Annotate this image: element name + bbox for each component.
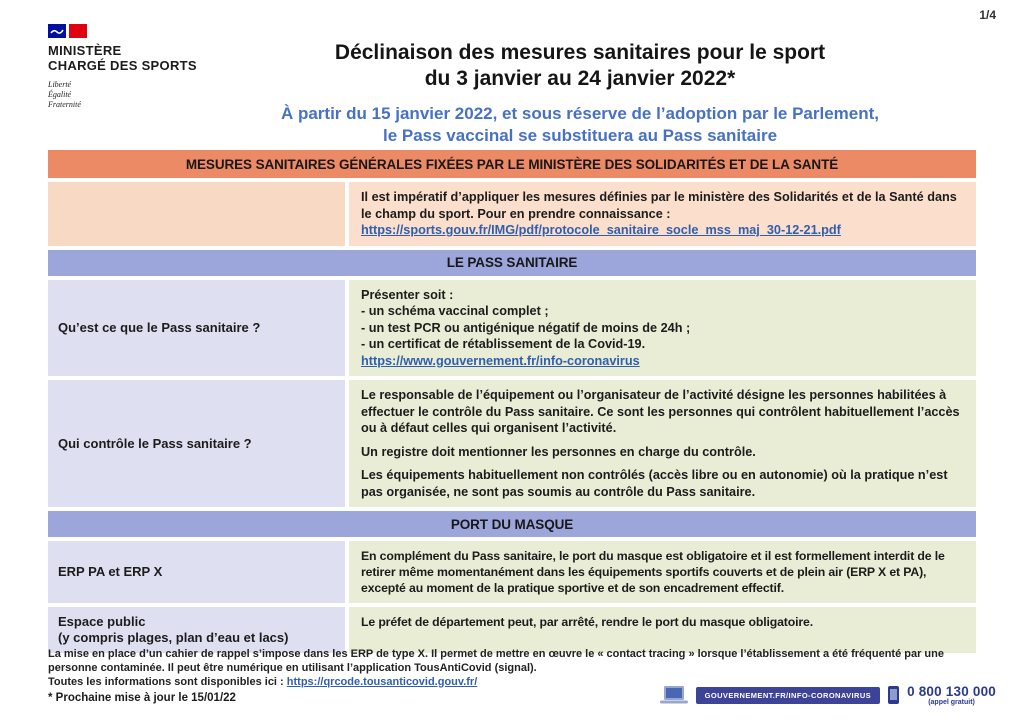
page-subtitle: À partir du 15 janvier 2022, et sous réserve de l’adoption par le Parlement, le Pass vaccinal se substituera au Pass sanitaire [280, 104, 880, 145]
phone-icon [887, 685, 900, 705]
row-label-cell-empty [48, 182, 345, 246]
row-label-line1: Espace public [58, 614, 146, 629]
row-label-cell [48, 380, 345, 507]
measures-table [48, 150, 976, 653]
row-label-cell [48, 607, 345, 653]
header-titles [250, 40, 910, 147]
page-number: 1/4 [979, 8, 996, 22]
laptop-icon [659, 685, 689, 706]
ministry-name-line1: MINISTÈRE [48, 43, 122, 58]
table-row [48, 182, 976, 246]
gouvernement-info-badge[interactable]: GOUVERNEMENT.FR/INFO-CORONAVIRUS [696, 687, 880, 704]
phone-free-call-note: (appel gratuit) [928, 699, 975, 706]
row-content-cell: Le préfet de département peut, par arrêté, rendre le port du masque obligatoire. [349, 607, 976, 653]
row-content-cell: Le responsable de l’équipement ou l’organisateur de l’activité désigne les personnes habilitées à effectuer le contrôle du Pass sanitaire. Ce sont les personnes qui contrôlent habituellement l’accès ou à défaut celles qui organisent l’activité. Un registre doit mentionner les personnes en charge du contrôle. Les équipements habituellement non contrôlés (accès libre ou en autonomie) où la pratique n’est pas organisée, ne sont pas soumis au contrôle du Pass sanitaire. [349, 380, 976, 507]
row-content-cell: En complément du Pass sanitaire, le port du masque est obligatoire et il est formellement interdit de le retirer même momentanément dans les équipements sportifs couverts et de plein air (ERP X et PA), excepté au moment de la pratique sportive et de son encadrement effectif. [349, 541, 976, 603]
row-content-cell [349, 182, 976, 246]
general-measures-text: Il est impératif d’appliquer les mesures définies par le ministère des Solidarités et de la Santé dans le champ du sport. Pour en prendre connaissance : [361, 190, 957, 221]
protocole-sanitaire-link[interactable]: https://sports.gouv.fr/IMG/pdf/protocole_sanitaire_socle_mss_maj_30-12-21.pdf [361, 223, 841, 237]
row-label-line2: (y compris plages, plan d’eau et lacs) [58, 630, 289, 645]
row-label: ERP PA et ERP X [58, 564, 163, 579]
tousanticovid-qrcode-link[interactable]: https://qrcode.tousanticovid.gouv.fr/ [286, 675, 478, 688]
row-label-cell [48, 541, 345, 603]
phone-number: 0 800 130 000 [907, 684, 996, 699]
french-flag-icon [48, 24, 88, 38]
page-title: Déclinaison des mesures sanitaires pour le sport du 3 janvier au 24 janvier 2022* [334, 41, 826, 90]
gouvernement-info-coronavirus-link[interactable]: https://www.gouvernement.fr/info-coronavirus [361, 353, 640, 368]
next-update-note: * Prochaine mise à jour le 15/01/22 [48, 692, 236, 704]
row-content-cell: Présenter soit : - un schéma vaccinal complet ; - un test PCR ou antigénique négatif de moins de 24h ; - un certificat de rétablissement de la Covid-19. https://www.gouvernement.fr/info-coronavirus [349, 280, 976, 377]
table-row [48, 541, 976, 603]
footer-notes [48, 648, 978, 689]
row-label: Qu’est ce que le Pass sanitaire ? [58, 319, 261, 335]
row-label-cell [48, 280, 345, 377]
table-row [48, 280, 976, 377]
phone-info [907, 684, 996, 706]
section-header-port-du-masque: PORT DU MASQUE [48, 511, 976, 537]
contact-tracing-note: La mise en place d’un cahier de rappel s’impose dans les ERP de type X. Il permet de mettre en œuvre le « contact tracing » lorsque l’établissement a été fréquenté par une personne contaminée. Il peut être numérique en utilisant l’application TousAntiCovid (signal). [48, 648, 944, 674]
row-label: Qui contrôle le Pass sanitaire ? [58, 435, 252, 451]
table-row [48, 607, 976, 653]
section-header-mesures-generales: MESURES SANITAIRES GÉNÉRALES FIXÉES PAR LE MINISTÈRE DES SOLIDARITÉS ET DE LA SANTÉ [48, 150, 976, 178]
ministry-name-line2: CHARGÉ DES SPORTS [48, 58, 197, 73]
table-row [48, 380, 976, 507]
info-line: Toutes les informations sont disponibles ici : https://qrcode.tousanticovid.gouv.fr/ [48, 675, 478, 688]
section-header-pass-sanitaire: LE PASS SANITAIRE [48, 250, 976, 276]
ministry-logo [48, 24, 248, 110]
republic-motto: Liberté Égalité Fraternité [48, 80, 81, 109]
contact-banner [659, 684, 996, 706]
